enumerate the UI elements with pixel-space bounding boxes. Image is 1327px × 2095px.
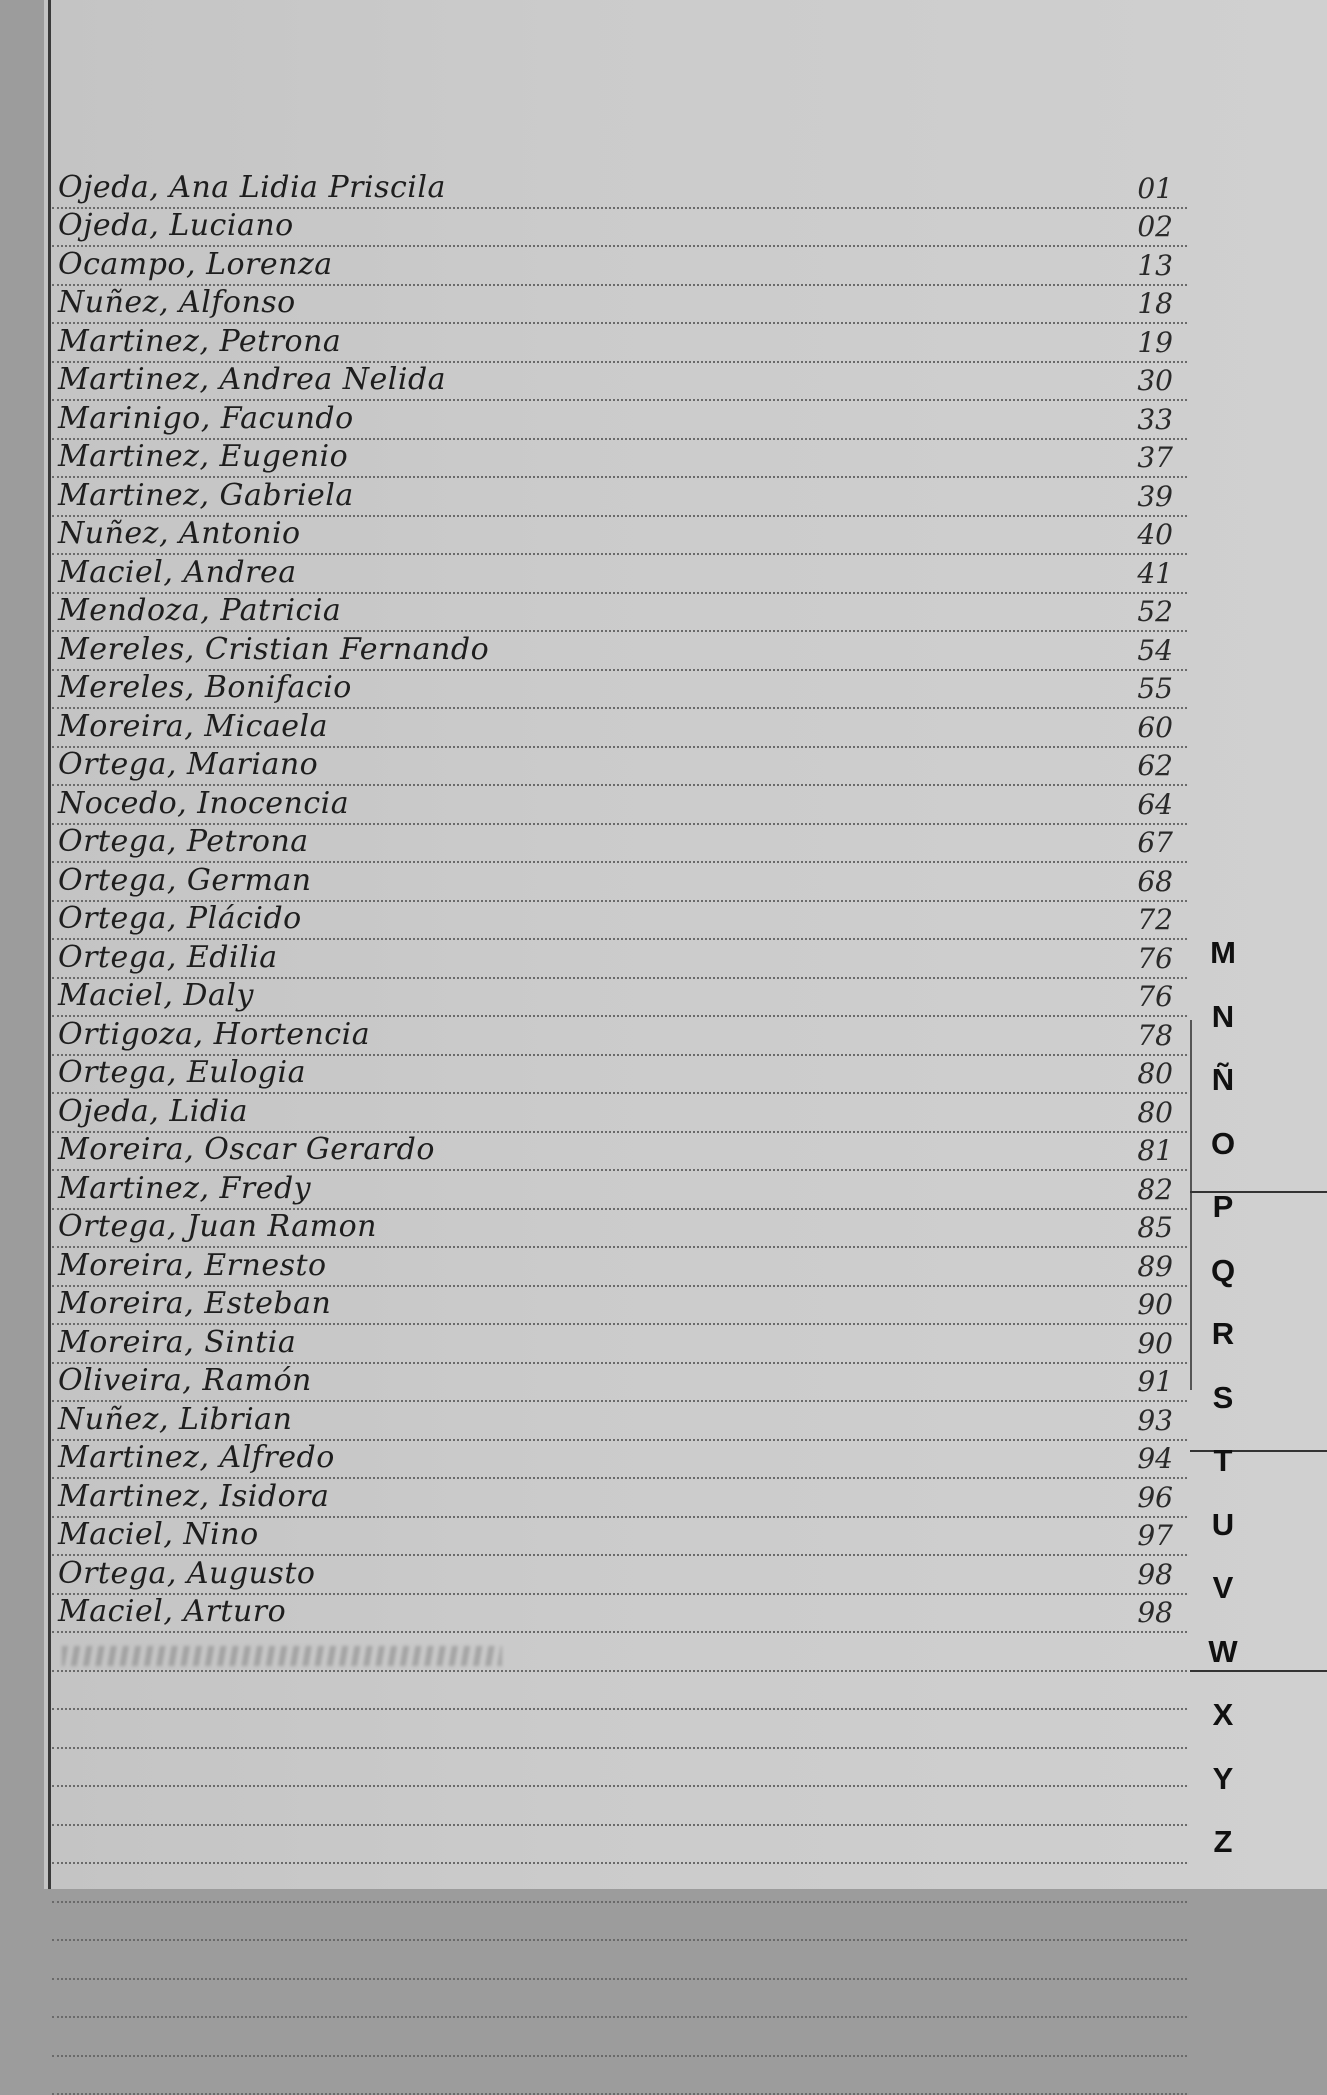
entry-number: 68 bbox=[1137, 865, 1173, 898]
entry-name: Ojeda, Ana Lidia Priscila bbox=[58, 170, 446, 205]
ledger-row bbox=[52, 517, 1187, 556]
ledger-row bbox=[52, 1903, 1187, 1942]
ledger-row bbox=[52, 1518, 1187, 1557]
ledger-row bbox=[52, 2018, 1187, 2057]
tab-divider bbox=[1190, 1670, 1327, 1672]
ledger-row bbox=[52, 440, 1187, 479]
entry-number: 96 bbox=[1137, 1481, 1173, 1514]
entry-number: 81 bbox=[1137, 1134, 1173, 1167]
entry-name: Ortega, Plácido bbox=[58, 901, 302, 936]
index-tab-letter[interactable]: W bbox=[1203, 1634, 1243, 1670]
entry-name: Ortega, German bbox=[58, 863, 312, 898]
ledger-row bbox=[52, 748, 1187, 787]
ledger-row bbox=[52, 1672, 1187, 1711]
ledger-row bbox=[52, 1171, 1187, 1210]
entry-number: 64 bbox=[1137, 788, 1173, 821]
entry-number: 89 bbox=[1137, 1250, 1173, 1283]
ledger-row bbox=[52, 1479, 1187, 1518]
entry-name: Mendoza, Patricia bbox=[58, 593, 341, 628]
ledger-row bbox=[52, 209, 1187, 248]
index-tab-letter[interactable]: R bbox=[1203, 1316, 1243, 1352]
entry-name: Nuñez, Librian bbox=[58, 1402, 292, 1437]
entry-number: 90 bbox=[1137, 1288, 1173, 1321]
ledger-row bbox=[52, 363, 1187, 402]
entry-number: 40 bbox=[1137, 518, 1173, 551]
ledger-row bbox=[52, 940, 1187, 979]
ledger-row bbox=[52, 1826, 1187, 1865]
ledger-row bbox=[52, 825, 1187, 864]
ledger-row bbox=[52, 594, 1187, 633]
entry-number: 94 bbox=[1137, 1442, 1173, 1475]
index-tab-letter[interactable]: Q bbox=[1203, 1253, 1243, 1289]
entry-name: Moreira, Micaela bbox=[58, 709, 328, 744]
entry-number: 37 bbox=[1137, 441, 1173, 474]
ledger-row bbox=[52, 1210, 1187, 1249]
entry-name: Martinez, Isidora bbox=[58, 1479, 329, 1514]
entry-number: 67 bbox=[1137, 826, 1173, 859]
ledger-row bbox=[52, 478, 1187, 517]
entry-name: Marinigo, Facundo bbox=[58, 401, 354, 436]
entry-number: 93 bbox=[1137, 1404, 1173, 1437]
entry-number: 19 bbox=[1137, 326, 1173, 359]
ledger-row bbox=[52, 170, 1187, 209]
entry-name: Moreira, Esteban bbox=[58, 1286, 331, 1321]
entry-number: 54 bbox=[1137, 634, 1173, 667]
ledger-row bbox=[52, 786, 1187, 825]
entry-number: 62 bbox=[1137, 749, 1173, 782]
ledger-row bbox=[52, 1364, 1187, 1403]
index-tab-letter[interactable]: P bbox=[1203, 1189, 1243, 1225]
entry-number: 76 bbox=[1137, 942, 1173, 975]
entry-number: 39 bbox=[1137, 480, 1173, 513]
entry-name: Ortega, Juan Ramon bbox=[58, 1209, 377, 1244]
ledger-row bbox=[52, 1710, 1187, 1749]
entry-name: Ortega, Eulogia bbox=[58, 1055, 306, 1090]
entry-number: 98 bbox=[1137, 1558, 1173, 1591]
erased-entry bbox=[62, 1646, 502, 1666]
entry-name: Martinez, Petrona bbox=[58, 324, 341, 359]
entry-name: Nocedo, Inocencia bbox=[58, 786, 349, 821]
ledger-row bbox=[52, 1325, 1187, 1364]
index-tab-letter[interactable]: M bbox=[1203, 935, 1243, 971]
entry-number: 76 bbox=[1137, 980, 1173, 1013]
alphabet-index-tabs bbox=[1190, 935, 1327, 1889]
entry-name: Ortega, Augusto bbox=[58, 1556, 315, 1591]
entry-number: 30 bbox=[1137, 364, 1173, 397]
entry-name: Mereles, Bonifacio bbox=[58, 670, 352, 705]
ledger-row bbox=[52, 1248, 1187, 1287]
entry-name: Nuñez, Alfonso bbox=[58, 285, 296, 320]
entry-name: Ortega, Mariano bbox=[58, 747, 318, 782]
index-tab-letter[interactable]: S bbox=[1203, 1380, 1243, 1416]
ledger-row bbox=[52, 1056, 1187, 1095]
entry-name: Maciel, Andrea bbox=[58, 555, 297, 590]
ledger-row bbox=[52, 1864, 1187, 1903]
entry-number: 18 bbox=[1137, 287, 1173, 320]
ledger-row bbox=[52, 1633, 1187, 1672]
ledger-row bbox=[52, 401, 1187, 440]
ledger-row bbox=[52, 863, 1187, 902]
index-tab-letter[interactable]: Y bbox=[1203, 1761, 1243, 1797]
entry-number: 13 bbox=[1137, 249, 1173, 282]
entry-name: Mereles, Cristian Fernando bbox=[58, 632, 489, 667]
entry-name: Moreira, Oscar Gerardo bbox=[58, 1132, 435, 1167]
entry-number: 55 bbox=[1137, 672, 1173, 705]
entry-name: Ortega, Petrona bbox=[58, 824, 309, 859]
ledger-row bbox=[52, 902, 1187, 941]
index-tab-letter[interactable]: Ñ bbox=[1203, 1062, 1243, 1098]
ledger-list bbox=[52, 170, 1187, 2095]
entry-number: 01 bbox=[1137, 172, 1173, 205]
ledger-row bbox=[52, 1287, 1187, 1326]
ledger-row bbox=[52, 555, 1187, 594]
entry-number: 80 bbox=[1137, 1096, 1173, 1129]
entry-number: 02 bbox=[1137, 210, 1173, 243]
entry-number: 80 bbox=[1137, 1057, 1173, 1090]
index-tab-letter[interactable]: N bbox=[1203, 999, 1243, 1035]
entry-name: Maciel, Nino bbox=[58, 1517, 259, 1552]
ledger-row bbox=[52, 1787, 1187, 1826]
index-tab-letter[interactable]: U bbox=[1203, 1507, 1243, 1543]
entry-number: 52 bbox=[1137, 595, 1173, 628]
entry-number: 98 bbox=[1137, 1596, 1173, 1629]
entry-name: Martinez, Fredy bbox=[58, 1171, 311, 1206]
ledger-row bbox=[52, 2057, 1187, 2095]
ledger-row bbox=[52, 247, 1187, 286]
entry-name: Moreira, Sintia bbox=[58, 1325, 296, 1360]
margin-line bbox=[48, 0, 51, 1889]
ledger-row bbox=[52, 632, 1187, 671]
ledger-row bbox=[52, 1402, 1187, 1441]
index-tab-letter[interactable]: Z bbox=[1203, 1824, 1243, 1860]
ledger-row bbox=[52, 1749, 1187, 1788]
entry-number: 41 bbox=[1137, 557, 1173, 590]
ledger-row bbox=[52, 1980, 1187, 2019]
entry-name: Ortigoza, Hortencia bbox=[58, 1017, 370, 1052]
ledger-row bbox=[52, 671, 1187, 710]
tab-edge bbox=[1190, 1020, 1192, 1390]
entry-number: 33 bbox=[1137, 403, 1173, 436]
entry-name: Ortega, Edilia bbox=[58, 940, 278, 975]
entry-name: Nuñez, Antonio bbox=[58, 516, 301, 551]
ledger-row bbox=[52, 1595, 1187, 1634]
index-tab-letter[interactable]: T bbox=[1203, 1443, 1243, 1479]
entry-name: Martinez, Eugenio bbox=[58, 439, 348, 474]
entry-number: 90 bbox=[1137, 1327, 1173, 1360]
entry-name: Martinez, Andrea Nelida bbox=[58, 362, 446, 397]
entry-name: Ojeda, Lidia bbox=[58, 1094, 248, 1129]
entry-number: 91 bbox=[1137, 1365, 1173, 1398]
ledger-row bbox=[52, 1133, 1187, 1172]
index-tab-letter[interactable]: O bbox=[1203, 1126, 1243, 1162]
entry-name: Maciel, Daly bbox=[58, 978, 254, 1013]
entry-name: Martinez, Gabriela bbox=[58, 478, 354, 513]
ledger-row bbox=[52, 1094, 1187, 1133]
entry-name: Ojeda, Luciano bbox=[58, 208, 294, 243]
entry-name: Moreira, Ernesto bbox=[58, 1248, 327, 1283]
ledger-row bbox=[52, 1941, 1187, 1980]
ledger-row bbox=[52, 286, 1187, 325]
ledger-row bbox=[52, 1441, 1187, 1480]
ledger-row bbox=[52, 324, 1187, 363]
ledger-row bbox=[52, 979, 1187, 1018]
ledger-row bbox=[52, 709, 1187, 748]
index-tab-letter[interactable]: X bbox=[1203, 1697, 1243, 1733]
entry-name: Oliveira, Ramón bbox=[58, 1363, 312, 1398]
ledger-row bbox=[52, 1556, 1187, 1595]
entry-number: 72 bbox=[1137, 903, 1173, 936]
entry-number: 97 bbox=[1137, 1519, 1173, 1552]
entry-name: Ocampo, Lorenza bbox=[58, 247, 333, 282]
entry-number: 85 bbox=[1137, 1211, 1173, 1244]
index-tab-letter[interactable]: V bbox=[1203, 1570, 1243, 1606]
entry-number: 78 bbox=[1137, 1019, 1173, 1052]
entry-number: 60 bbox=[1137, 711, 1173, 744]
entry-name: Maciel, Arturo bbox=[58, 1594, 286, 1629]
entry-name: Martinez, Alfredo bbox=[58, 1440, 335, 1475]
ledger-row bbox=[52, 1017, 1187, 1056]
entry-number: 82 bbox=[1137, 1173, 1173, 1206]
